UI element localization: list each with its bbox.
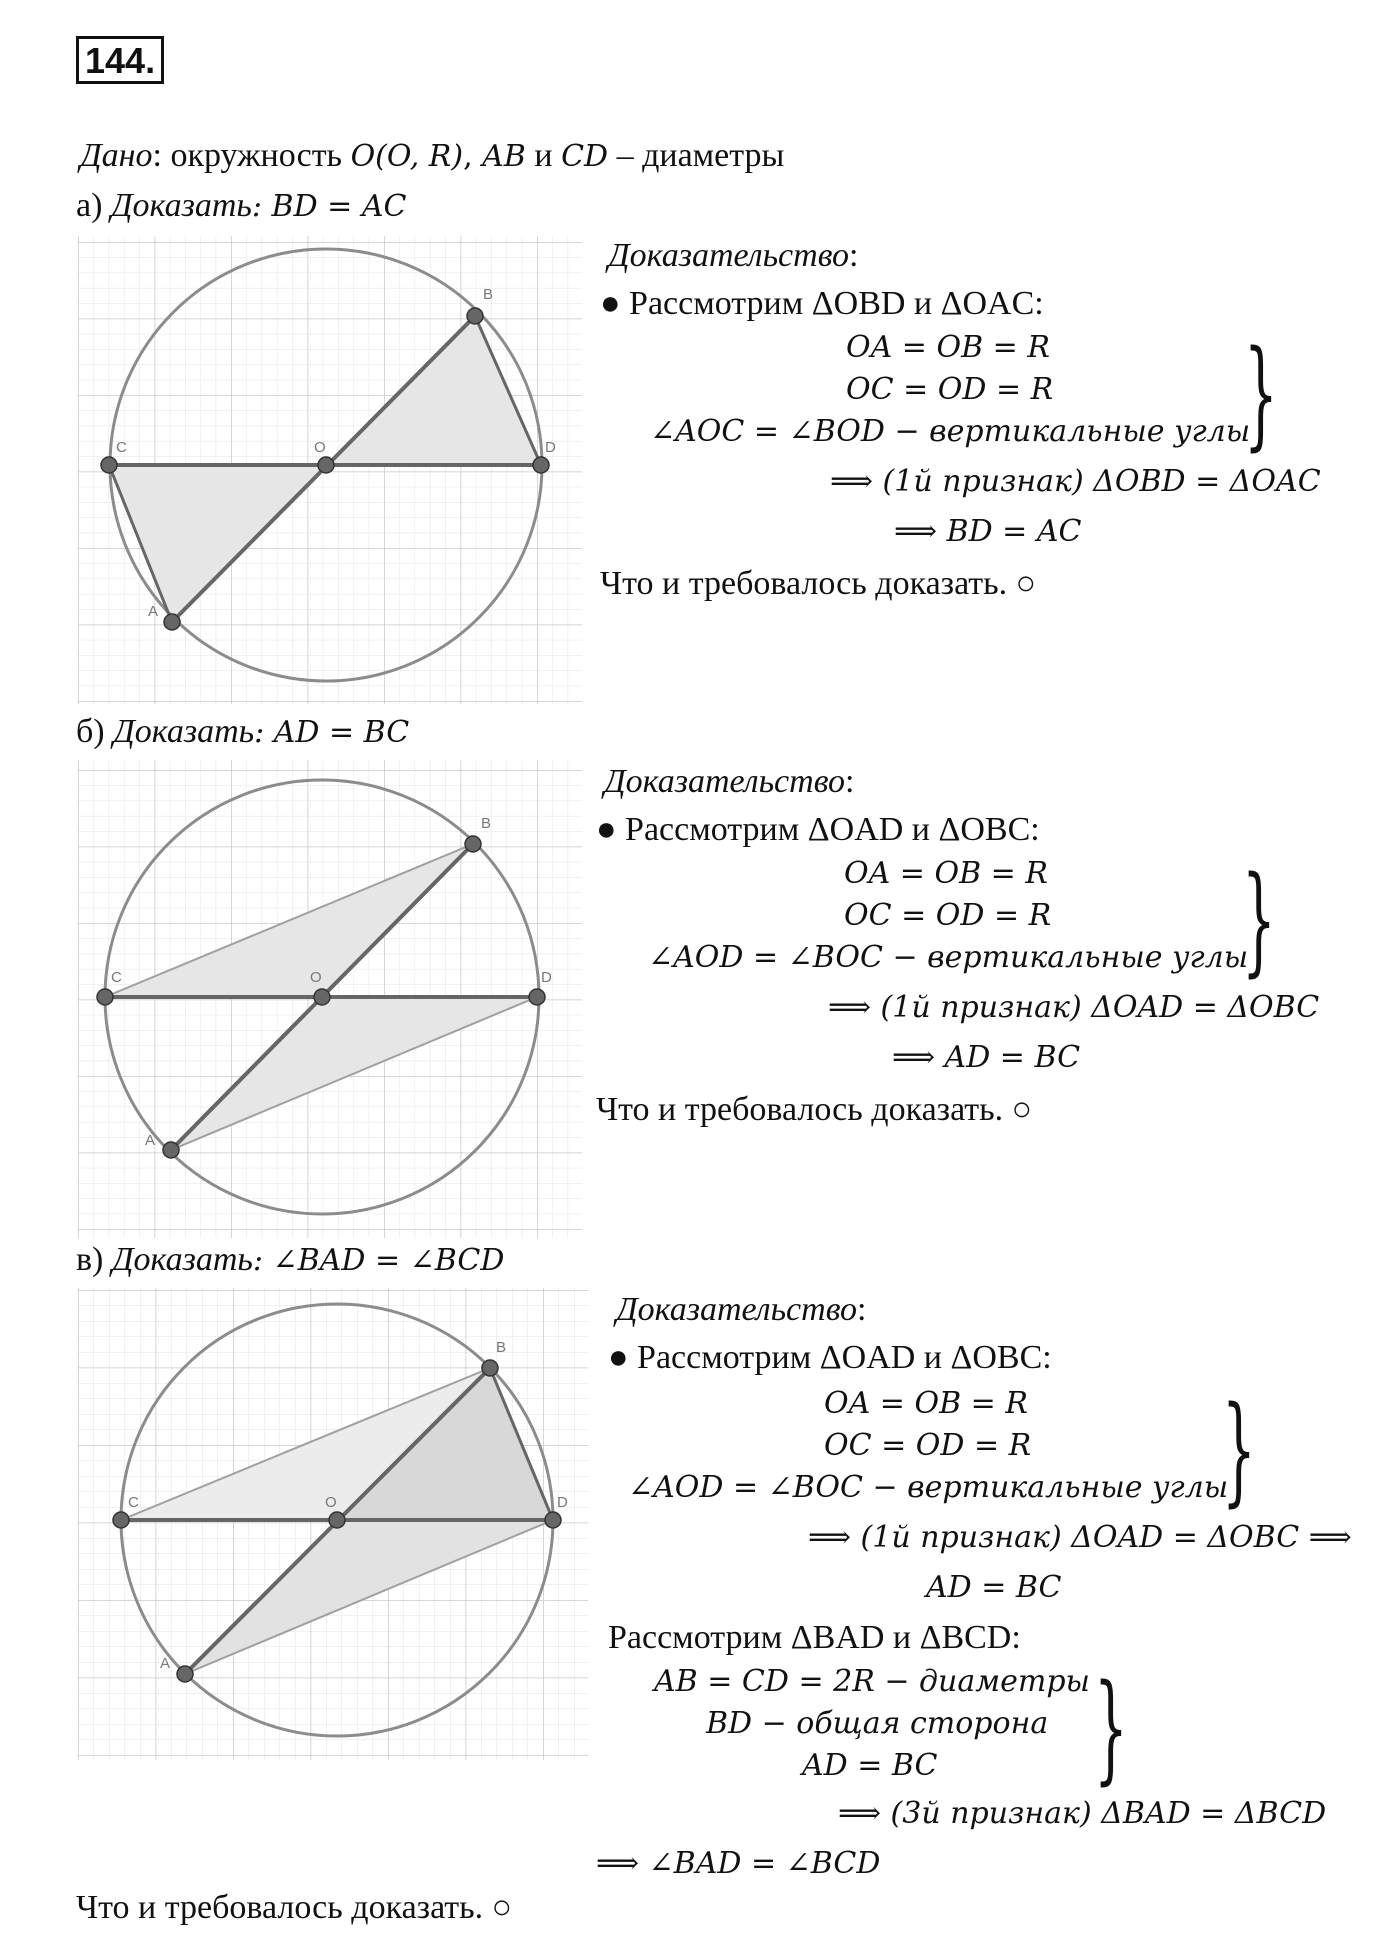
part-b-concl2: ⟹ AD = BC [892,1040,1081,1075]
part-b-goal: : AD = BC [254,715,410,750]
label-o: O [310,969,322,986]
part-c-eq3: ∠AOD = ∠BOC − вертикальные углы [628,1470,1229,1505]
part-b-prefix: б) [76,713,114,750]
label-b: B [483,286,494,303]
point-o [329,1512,345,1528]
part-c-proof-label: Доказательство: [616,1291,867,1328]
part-c-brace-2: } [1094,1658,1128,1796]
part-c-figure [78,1288,588,1760]
label-c: C [128,1494,139,1511]
part-b-prove-label: Доказать [113,713,255,750]
label-c: C [111,969,122,986]
part-a-goal: : BD = AC [251,189,407,224]
problem-number: 144. [76,36,164,84]
point-b [465,836,481,852]
part-c-concl3: ⟹ (3й признак) ΔBAD = ΔBCD [838,1796,1327,1831]
part-b-eq2: OC = OD = R [844,898,1052,933]
label-b: B [481,815,492,832]
part-a-concl2: ⟹ BD = AC [894,514,1082,549]
part-a-eq3: ∠AOC = ∠BOD − вертикальные углы [650,414,1251,449]
label-o: O [314,439,326,456]
part-b-figure [78,760,582,1238]
part-b-proof-label: Доказательство: [604,763,855,800]
part-b-eq1: OA = OB = R [844,856,1048,891]
given-circle: O(O, R) [350,139,464,174]
point-c [101,457,117,473]
given-d1: AB [482,139,526,174]
part-c-eq2: OC = OD = R [824,1428,1032,1463]
part-b-heading [76,712,409,753]
part-c-goal: : ∠BAD = ∠BCD [252,1243,505,1278]
point-d [533,457,549,473]
point-d [529,989,545,1005]
part-c-concl4: ⟹ ∠BAD = ∠BCD [596,1846,881,1881]
part-c-concl1: ⟹ (1й признак) ΔOAD = ΔOBC ⟹ [808,1520,1352,1555]
label-c: C [116,439,127,456]
point-c [97,989,113,1005]
part-c-eq4: AB = CD = 2R − диаметры [654,1664,1090,1699]
label-o: O [325,1494,337,1511]
part-c-eq1: OA = OB = R [824,1386,1028,1421]
part-b-brace: } [1242,850,1276,988]
given-and: и [525,137,562,174]
point-d [545,1512,561,1528]
part-a-proof-label: Доказательство: [608,237,859,274]
part-c-brace-1: } [1222,1380,1256,1518]
part-b-eq3: ∠AOD = ∠BOC − вертикальные углы [648,940,1249,975]
given-d2: CD [561,139,609,174]
part-c-prove-label: Доказать [111,1241,253,1278]
part-c-consider2: Рассмотрим ΔBAD и ΔBCD: [608,1619,1021,1656]
given-sep: , [463,139,483,174]
part-b-consider: ● Рассмотрим ΔOAD и ΔOBC: [596,811,1040,848]
given-line [80,136,784,177]
point-o [318,457,334,473]
part-b-qed: Что и требовалось доказать. ○ [596,1091,1033,1128]
part-a-concl1: ⟹ (1й признак) ΔOBD = ΔOAC [830,464,1321,499]
point-a [177,1666,193,1682]
label-a: A [145,1132,156,1149]
label-d: D [541,969,552,986]
part-c-prefix: в) [76,1241,112,1278]
label-a: A [148,603,159,620]
part-a-brace: } [1244,324,1278,462]
part-c-eq5: BD − общая сторона [706,1706,1049,1741]
part-a-prefix: а) [76,187,111,224]
part-a-eq2: OC = OD = R [846,372,1054,407]
given-tail: – диаметры [608,137,785,174]
part-a-eq1: OA = OB = R [846,330,1050,365]
point-c [113,1512,129,1528]
part-b-concl1: ⟹ (1й признак) ΔOAD = ΔOBC [828,990,1320,1025]
part-c-concl2: AD = BC [926,1570,1062,1605]
point-b [482,1360,498,1376]
point-a [163,1142,179,1158]
part-a-figure [78,236,582,704]
part-c-qed: Что и требовалось доказать. ○ [76,1889,513,1926]
point-o [314,989,330,1005]
part-a-heading [76,186,406,227]
given-label: Дано [80,137,153,174]
part-a-prove-label: Доказать [110,187,252,224]
label-a: A [160,1655,171,1672]
label-d: D [557,1494,568,1511]
point-a [164,614,180,630]
part-c-heading [76,1240,504,1281]
part-a-consider: ● Рассмотрим ΔOBD и ΔOAC: [600,285,1044,322]
given-text: : окружность [152,137,351,174]
part-c-eq6: AD = BC [802,1748,938,1783]
label-b: B [496,1339,507,1356]
part-c-consider: ● Рассмотрим ΔOAD и ΔOBC: [608,1339,1052,1376]
label-d: D [545,439,556,456]
point-b [467,308,483,324]
part-a-qed: Что и требовалось доказать. ○ [600,565,1037,602]
